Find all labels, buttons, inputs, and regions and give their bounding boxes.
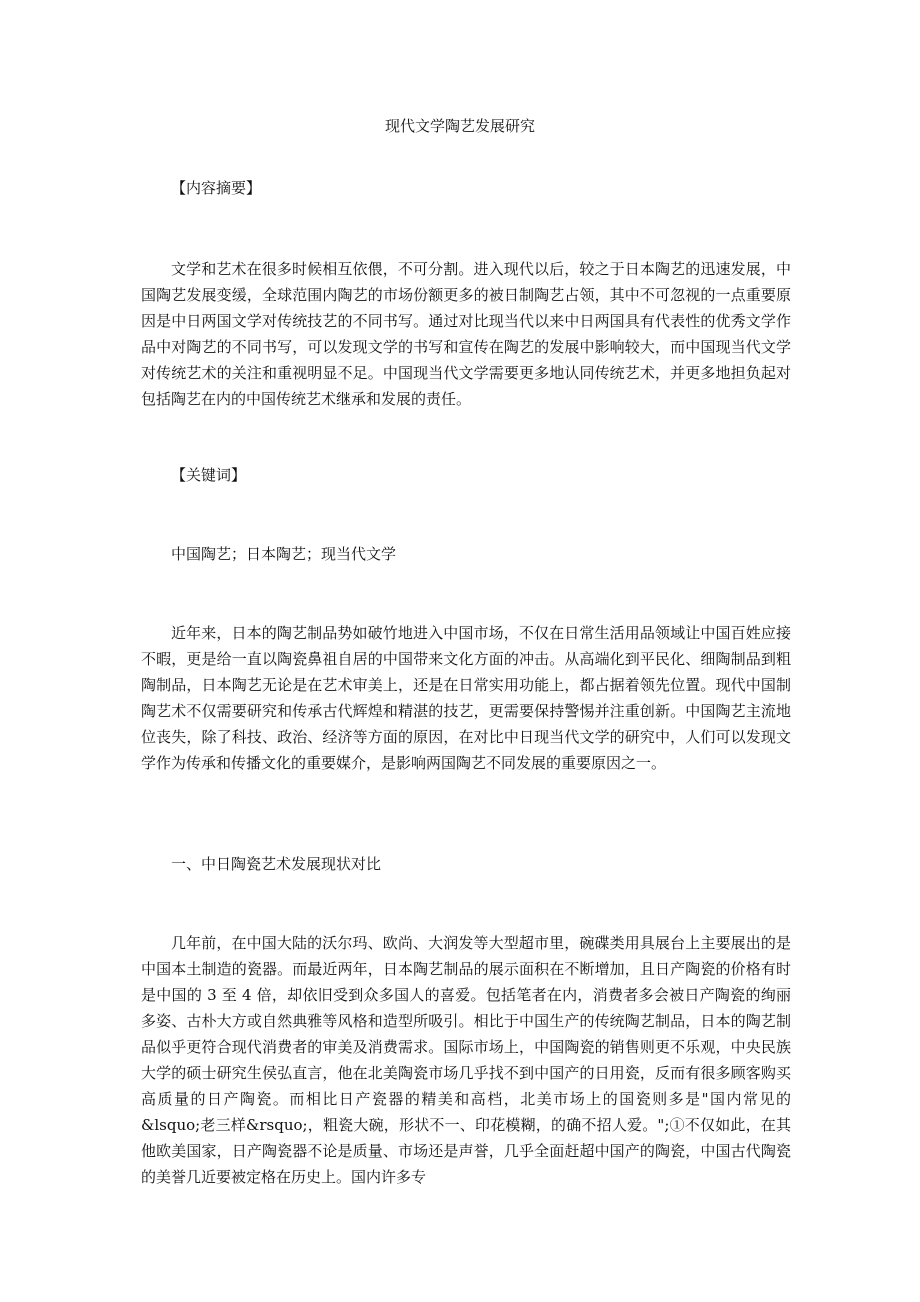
section1-heading: 一、中日陶瓷艺术发展现状对比 xyxy=(171,855,382,873)
keywords-heading-block xyxy=(141,462,791,488)
abstract-heading: 【内容摘要】 xyxy=(171,179,262,197)
abstract-block xyxy=(141,256,791,412)
section1-block xyxy=(141,930,791,1190)
document-title: 现代文学陶艺发展研究 xyxy=(384,117,535,135)
intro-block xyxy=(141,620,791,776)
abstract-paragraph: 文学和艺术在很多时候相互依偎，不可分割。进入现代以后，较之于日本陶艺的迅速发展，中国陶艺发展变缓，全球范围内陶艺的市场份额更多的被日制陶艺占领，其中不可忽视的一点重要原因是中日两国文学对传统技艺的不同书写。通过对比现当代以来中日两国具有代表性的优秀文学作品中对陶艺的不同书写，可以发现文学的书写和宣传在陶艺的发展中影响较大，而中国现当代文学对传统艺术的关注和重视明显不足。中国现当代文学需要更多地认同传统艺术，并更多地担负起对包括陶艺在内的中国传统艺术继承和发展的责任。 xyxy=(141,260,791,408)
abstract-heading-block xyxy=(141,175,791,201)
keywords-text: 中国陶艺；日本陶艺；现当代文学 xyxy=(171,545,397,563)
section1-paragraph: 几年前，在中国大陆的沃尔玛、欧尚、大润发等大型超市里，碗碟类用具展台上主要展出的是中国本土制造的瓷器。而最近两年，日本陶艺制品的展示面积在不断增加，且日产陶瓷的价格有时是中国的 3 至 4 倍，却依旧受到众多国人的喜爱。包括笔者在内，消费者多会被日产陶瓷的绚丽多姿、古朴大方或自然典雅等风格和造型所吸引。相比于中国生产的传统陶艺制品，日本的陶艺制品似乎更符合现代消费者的审美及消费需求。国际市场上，中国陶瓷的销售则更不乐观，中央民族大学的硕士研究生侯弘直言，他在北美陶瓷市场几乎找不到中国产的日用瓷，反而有很多顾客购买高质量的日产陶瓷。而相比日产瓷器的精美和高档，北美市场上的国瓷则多是"国内常见的&lsquo;老三样&rsquo;，粗瓷大碗，形状不一、印花模糊，的确不招人爱。";①不仅如此，在其他欧美国家，日产陶瓷器不论是质量、市场还是声誉，几乎全面赶超中国产的陶瓷，中国古代陶瓷的美誉几近要被定格在历史上。国内许多专 xyxy=(141,934,791,1186)
keywords-block xyxy=(141,541,791,567)
section1-heading-block xyxy=(141,851,791,877)
intro-paragraph: 近年来，日本的陶艺制品势如破竹地进入中国市场，不仅在日常生活用品领域让中国百姓应接不暇，更是给一直以陶瓷鼻祖自居的中国带来文化方面的冲击。从高端化到平民化、细陶制品到粗陶制品，日本陶艺无论是在艺术审美上，还是在日常实用功能上，都占据着领先位置。现代中国制陶艺术不仅需要研究和传承古代辉煌和精湛的技艺，更需要保持警惕并注重创新。中国陶艺主流地位丧失，除了科技、政治、经济等方面的原因，在对比中日现当代文学的研究中，人们可以发现文学作为传承和传播文化的重要媒介，是影响两国陶艺不同发展的重要原因之一。 xyxy=(141,624,791,772)
keywords-heading: 【关键词】 xyxy=(171,466,247,484)
